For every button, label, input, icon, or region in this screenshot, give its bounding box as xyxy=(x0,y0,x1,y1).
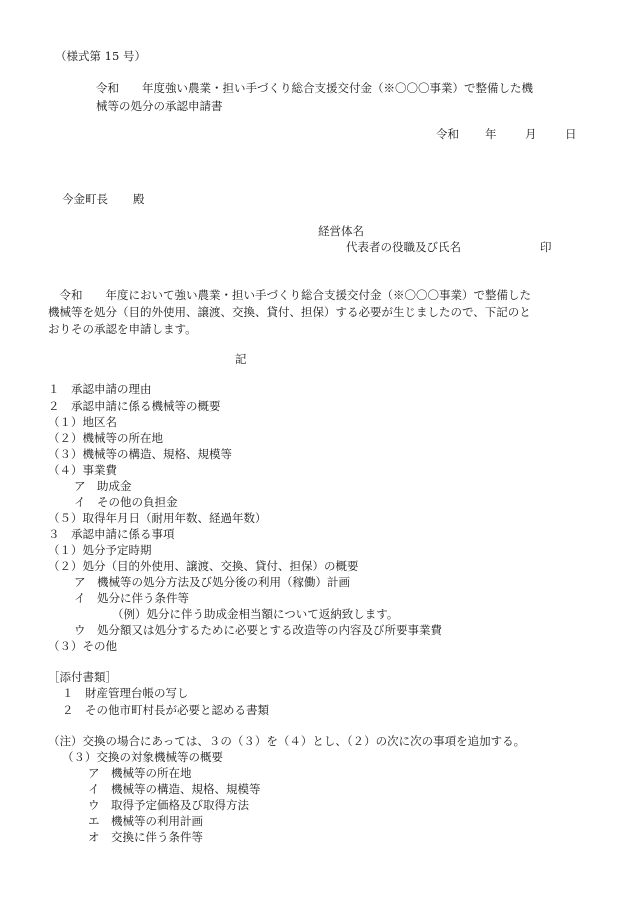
body-line-1: 令和 年度において強い農業・担い手づくり総合支援交付金（※〇〇〇事業）で整備した xyxy=(48,288,531,302)
note-sub-header: （３）交換の対象機械等の概要 xyxy=(62,750,223,764)
entity-label: 経営体名 xyxy=(318,224,364,238)
list-item: ア 機械等の処分方法及び処分後の利用（稼働）計画 xyxy=(74,575,350,589)
representative-label: 代表者の役職及び氏名 xyxy=(346,240,461,254)
list-item: ３ 承認申請に係る事項 xyxy=(48,527,175,541)
list-item: ウ 取得予定価格及び取得方法 xyxy=(88,798,249,812)
list-item: （１）処分予定時期 xyxy=(48,543,152,557)
date-day: 日 xyxy=(565,127,577,141)
ki-heading: 記 xyxy=(235,352,247,366)
list-item: オ 交換に伴う条件等 xyxy=(88,830,203,844)
list-item: （例）処分に伴う助成金相当額について返納致します。 xyxy=(112,607,399,621)
list-item: （４）事業費 xyxy=(48,463,117,477)
list-item: ア 機械等の所在地 xyxy=(88,766,192,780)
list-item: （３）その他 xyxy=(48,639,117,653)
date-month: 月 xyxy=(525,127,537,141)
attachments-header: ［添付書類］ xyxy=(48,670,117,684)
seal-mark: 印 xyxy=(540,240,552,254)
date-year: 年 xyxy=(485,127,497,141)
title-line-2: 械等の処分の承認申請書 xyxy=(96,99,223,113)
list-item: ウ 処分額又は処分するために必要とする改造等の内容及び所要事業費 xyxy=(74,623,442,637)
list-item: １ 承認申請の理由 xyxy=(48,382,152,396)
list-item: （５）取得年月日（耐用年数、経過年数） xyxy=(48,511,267,525)
form-number: （様式第 15 号） xyxy=(55,49,146,63)
body-line-2: 機械等を処分（目的外使用、譲渡、交換、貸付、担保）する必要が生じましたので、下記のと xyxy=(48,305,531,319)
list-item: ２ その他市町村長が必要と認める書類 xyxy=(62,703,269,717)
addressee-honorific: 殿 xyxy=(133,192,145,206)
list-item: （１）地区名 xyxy=(48,415,117,429)
list-item: １ 財産管理台帳の写し xyxy=(62,686,189,700)
list-item: エ 機械等の利用計画 xyxy=(88,814,203,828)
list-item: イ 処分に伴う条件等 xyxy=(74,591,189,605)
date-era: 令和 xyxy=(436,127,459,141)
body-line-3: おりその承認を申請します。 xyxy=(48,322,197,336)
list-item: （２）処分（目的外使用、譲渡、交換、貸付、担保）の概要 xyxy=(48,559,359,573)
note-text: （注）交換の場合にあっては、３の（３）を（４）とし、（２）の次に次の事項を追加する。 xyxy=(48,734,526,748)
list-item: ア 助成金 xyxy=(74,479,132,493)
list-item: （３）機械等の構造、規格、規模等 xyxy=(48,447,232,461)
list-item: （２）機械等の所在地 xyxy=(48,431,163,445)
list-item: イ その他の負担金 xyxy=(74,495,178,509)
list-item: イ 機械等の構造、規格、規模等 xyxy=(88,782,261,796)
title-line-1: 令和 年度強い農業・担い手づくり総合支援交付金（※〇〇〇事業）で整備した機 xyxy=(96,81,533,95)
addressee-name: 今金町長 xyxy=(62,192,108,206)
list-item: ２ 承認申請に係る機械等の概要 xyxy=(48,399,221,413)
